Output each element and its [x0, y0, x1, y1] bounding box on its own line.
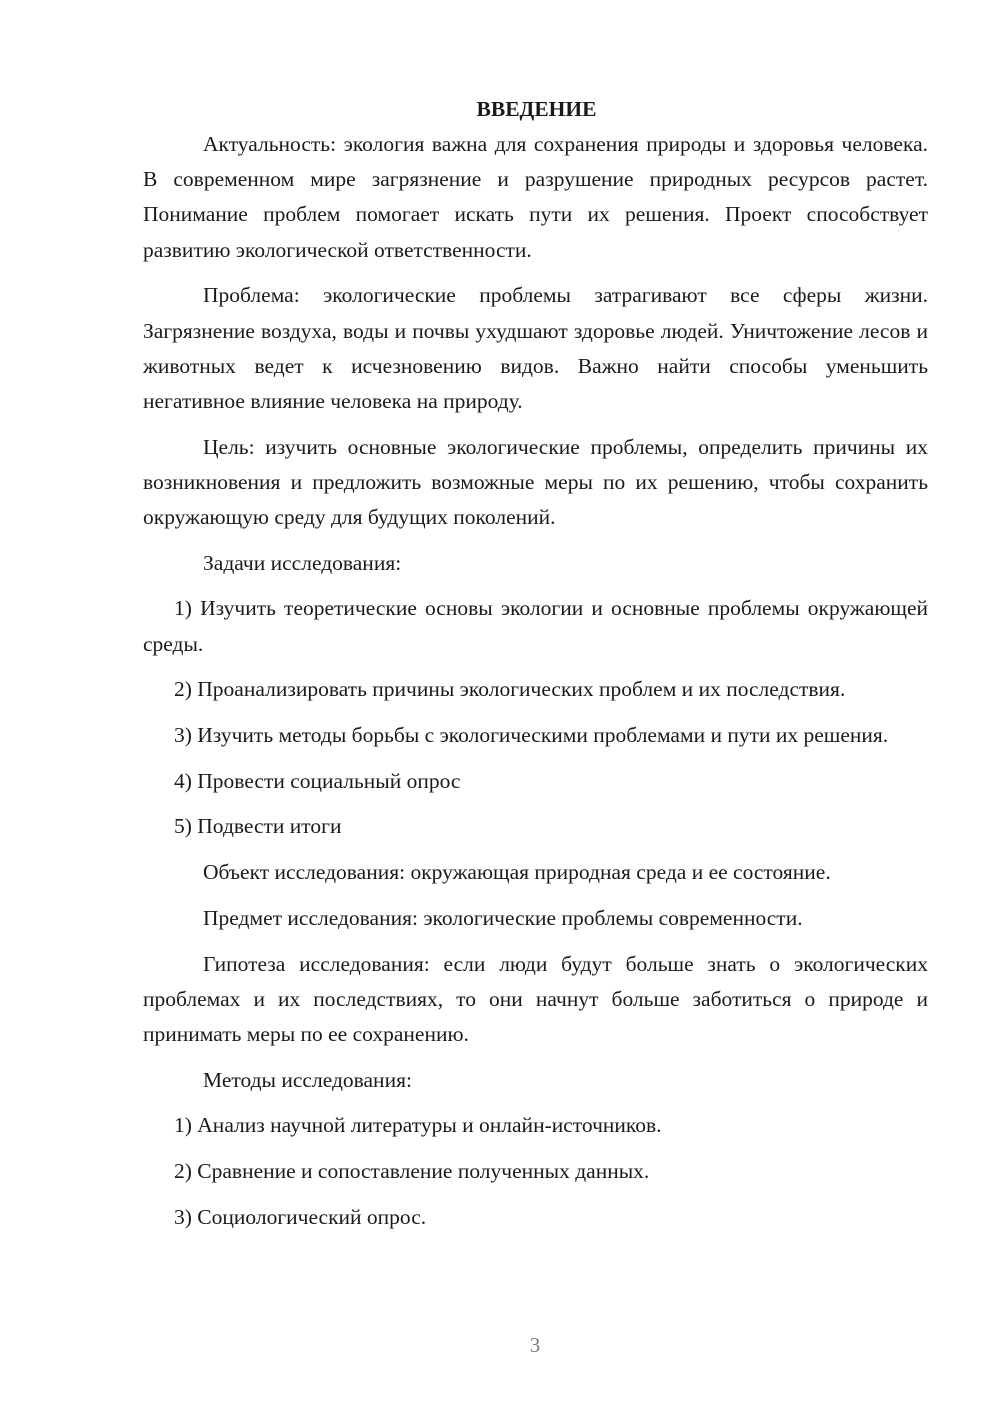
- page-number: 3: [529, 1333, 541, 1357]
- paragraph-goal: Цель: изучить основные экологические проблемы, определить причины их возникновения и предложить возможные меры по их решению, чтобы сохранить окружающую среду для будущих поколений.: [143, 434, 928, 530]
- method-item-2: 2) Сравнение и сопоставление полученных данных.: [174, 1159, 650, 1184]
- tasks-heading: Задачи исследования:: [203, 550, 402, 575]
- methods-heading: Методы исследования:: [203, 1067, 412, 1092]
- paragraph-subject: Предмет исследования: экологические проблемы современности.: [203, 905, 803, 930]
- task-item-5: 5) Подвести итоги: [174, 814, 342, 839]
- method-item-3: 3) Социологический опрос.: [174, 1204, 427, 1229]
- method-item-1: 1) Анализ научной литературы и онлайн-источников.: [174, 1113, 662, 1138]
- task-item-1: 1) Изучить теоретические основы экологии и основные проблемы окружающей среды.: [143, 596, 928, 656]
- document-page: [143, 92, 928, 1245]
- paragraph-object: Объект исследования: окружающая природная среда и ее состояние.: [203, 860, 831, 885]
- page-title: ВВЕДЕНИЕ: [476, 97, 597, 121]
- task-item-2: 2) Проанализировать причины экологических проблем и их последствия.: [174, 677, 846, 702]
- paragraph-problem: Проблема: экологические проблемы затрагивают все сферы жизни. Загрязнение воздуха, воды и почвы ухудшают здоровье людей. Уничтожение лесов и животных ведет к исчезновению видов. Важно найти способы уменьшить негативное влияние человека на природу.: [143, 283, 928, 413]
- task-item-3: 3) Изучить методы борьбы с экологическими проблемами и пути их решения.: [174, 723, 889, 748]
- task-item-4: 4) Провести социальный опрос: [174, 768, 461, 793]
- paragraph-relevance: Актуальность: экология важна для сохранения природы и здоровья человека. В современном мире загрязнение и разрушение природных ресурсов растет. Понимание проблем помогает искать пути их решения. Проект способствует развитию экологической ответственности.: [143, 132, 928, 262]
- paragraph-hypothesis: Гипотеза исследования: если люди будут больше знать о экологических проблемах и их последствиях, то они начнут больше заботиться о природе и принимать меры по ее сохранению.: [143, 951, 928, 1046]
